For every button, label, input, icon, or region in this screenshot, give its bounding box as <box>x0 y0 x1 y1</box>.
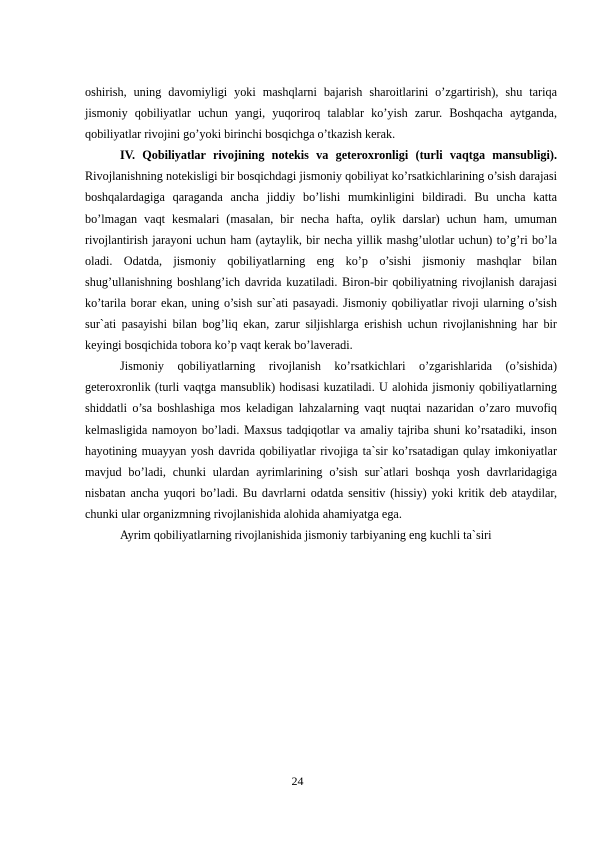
paragraph-section-iv <box>85 145 557 356</box>
section-body: Rivojlanishning notekisligi bir bosqichdagi jismoniy qobiliyat ko’rsatkichlarining o’sish darajasi boshqalardagiga qaraganda ancha jiddiy bo’lishi mumkinligini bildiradi. Bu uncha katta bo’lmagan vaqt kesmalari (masalan, bir necha hafta, oylik darslar) uchun ham, umuman rivojlantirish jarayoni uchun ham (aytaylik, bir necha yillik mashg’ulotlar uchun) to’g’ri bo’la oladi. Odatda, jismoniy qobiliyatlarning eng ko’p o’sishi jismoniy mashqlar bilan shug’ullanishning boshlang’ich davrida kuzatiladi. Biron-bir qobiliyatning rivojlanish darajasi ko’tarila borar ekan, uning o’sish sur`ati pasayadi. Jismoniy qobiliyatlar rivoji ularning o’sish sur`ati pasayishi bilan bog’liq ekan, zarur siljishlarga erishish uchun rivojlanishning har bir keyingi bosqichida tobora ko’p vaqt kerak bo’laveradi. <box>85 169 557 353</box>
paragraph-heterochrony: Jismoniy qobiliyatlarning rivojlanish ko’rsatkichlari o’zgarishlarida (o’sishida) geteroxronlik (turli vaqtga mansublik) hodisasi kuzatiladi. U alohida jismoniy qobiliyatlarning shiddatli o’sa boshlashiga mos keladigan lahzalarning vaqt nuqtai nazaridan o’zaro muvofiq kelmasligida namoyon bo’ladi. Maxsus tadqiqotlar va amaliy tajriba shuni ko’rsatadiki, inson hayotining muayyan yosh davrida qobiliyatlar rivojiga ta`sir ko’rsatadigan qulay imkoniyatlar mavjud bo’ladi, chunki ulardan ayrimlarining o’sish sur`atlari boshqa yosh davrlaridagiga nisbatan ancha yuqori bo’ladi. Bu davrlarni odatda sensitiv (hissiy) yoki kritik deb ataydilar, chunki ular organizmning rivojlanishida alohida ahamiyatga ega. <box>85 359 557 521</box>
section-heading: IV. Qobiliyatlar rivojining notekis va geteroxronligi (turli vaqtga mansubligi). <box>120 148 557 163</box>
paragraph-continuation: oshirish, uning davomiyligi yoki mashqlarni bajarish sharoitlarini o’zgartirish), shu tariqa jismoniy qobiliyatlar uchun yangi, yuqoriroq talablar ko’yish zarur. Boshqacha aytganda, qobiliyatlar rivojini go’yoki birinchi bosqichga o’tkazish kerak. <box>85 85 557 142</box>
paragraph-last: Ayrim qobiliyatlarning rivojlanishida jismoniy tarbiyaning eng kuchli ta`siri <box>120 527 492 542</box>
page-number: 24 <box>291 774 304 788</box>
body-text <box>85 82 557 546</box>
